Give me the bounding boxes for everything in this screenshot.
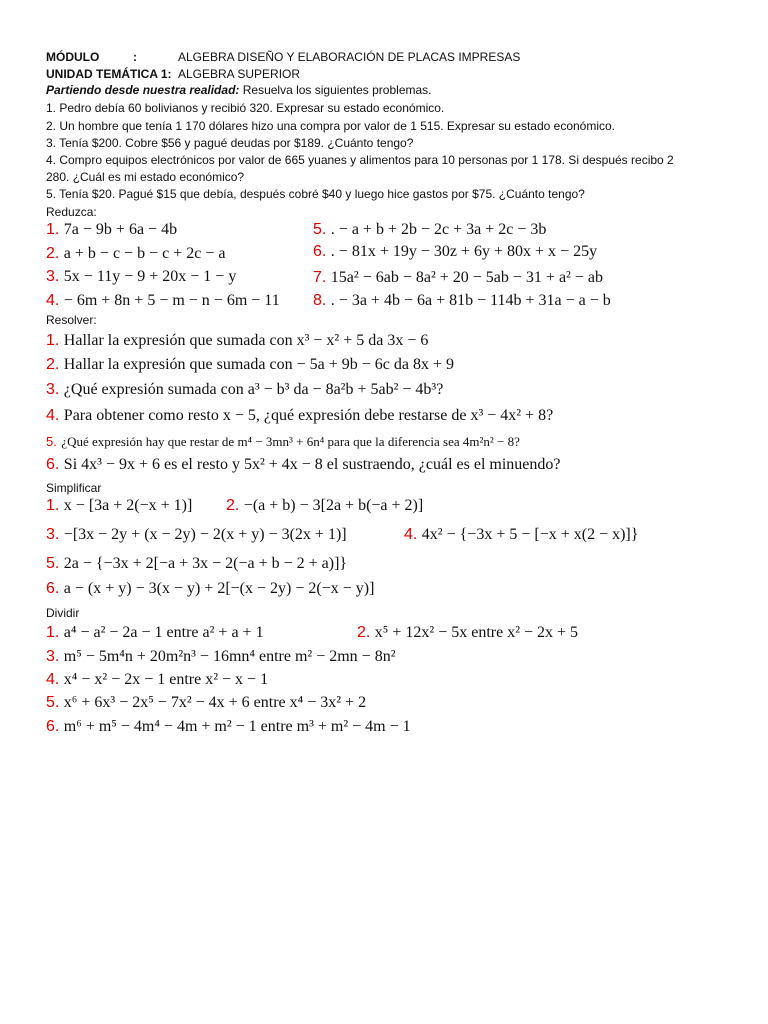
reduce-item [46, 268, 236, 286]
divide-item [46, 624, 264, 642]
reduce-item [46, 292, 280, 310]
reduce-item [46, 221, 177, 239]
math-expression: ¿Qué expresión hay que restar de m⁴ − 3mn³ + 6n⁴ para que la diferencia sea 4m²n² − 8? [61, 434, 520, 449]
math-expression: 5x − 11y − 9 + 20x − 1 − y [63, 268, 237, 285]
reduce-item [46, 245, 225, 263]
resolver-item [46, 407, 553, 425]
divide-item [357, 624, 578, 642]
item-number: 2. [46, 245, 60, 262]
item-number: 6. [46, 718, 60, 735]
item-number: 3. [46, 526, 60, 543]
item-number: 1. [46, 624, 60, 641]
math-expression: x − [3a + 2(−x + 1)] [63, 497, 193, 514]
section-title-resolver: Resolver: [46, 313, 97, 327]
section-title-reduzca: Reduzca: [46, 205, 97, 219]
problem-line: 2. Un hombre que tenía 1 170 dólares hizo una compra por valor de 1 515. Expresar su estado económico. [46, 119, 616, 133]
resolver-item [46, 332, 428, 350]
math-expression: . − a + b + 2b − 2c + 3a + 2c − 3b [330, 221, 547, 238]
intro-bold: Partiendo desde nuestra realidad: [46, 83, 240, 97]
math-expression: Hallar la expresión que sumada con − 5a + 9b − 6c da 8x + 9 [63, 356, 454, 373]
item-number: 4. [404, 526, 418, 543]
math-expression: Para obtener como resto x − 5, ¿qué expresión debe restarse de x³ − 4x² + 8? [63, 407, 554, 424]
math-expression: 2a − {−3x + 2[−a + 3x − 2(−a + b − 2 + a)]} [63, 555, 348, 572]
item-number: 7. [313, 269, 327, 286]
item-number: 5. [46, 555, 60, 572]
item-number: 2. [226, 497, 240, 514]
divide-item [46, 694, 366, 712]
item-number: 6. [313, 243, 327, 260]
modulo-value: ALGEBRA DISEÑO Y ELABORACIÓN DE PLACAS IMPRESAS [178, 50, 521, 64]
item-number: 3. [46, 268, 60, 285]
math-expression: Hallar la expresión que sumada con x³ − x² + 5 da 3x − 6 [63, 332, 429, 349]
resolver-item [46, 433, 520, 451]
problem-line: 280. ¿Cuál es mi estado económico? [46, 170, 245, 184]
problem-line: 3. Tenía $200. Cobre $56 y pagué deudas por $189. ¿Cuánto tengo? [46, 136, 414, 150]
math-expression: a + b − c − b − c + 2c − a [63, 245, 226, 262]
item-number: 6. [46, 456, 60, 473]
intro-rest: Resuelva los siguientes problemas. [239, 83, 432, 97]
math-expression: x⁵ + 12x² − 5x entre x² − 2x + 5 [374, 624, 579, 641]
divide-item [46, 718, 411, 736]
simplify-item [226, 497, 423, 515]
simplify-item [46, 580, 374, 598]
item-number: 8. [313, 292, 327, 309]
item-number: 1. [46, 221, 60, 238]
resolver-item [46, 356, 454, 374]
item-number: 1. [46, 497, 60, 514]
item-number: 5. [46, 694, 60, 711]
item-number: 5. [313, 221, 327, 238]
reduce-item [313, 269, 603, 287]
math-expression: 15a² − 6ab − 8a² + 20 − 5ab − 31 + a² − ab [330, 269, 603, 286]
item-number: 1. [46, 332, 60, 349]
math-expression: . − 3a + 4b − 6a + 81b − 114b + 31a − a − b [330, 292, 611, 309]
item-number: 2. [357, 624, 371, 641]
resolver-item [46, 381, 443, 399]
math-expression: . − 81x + 19y − 30z + 6y + 80x + x − 25y [330, 243, 598, 260]
reduce-item [313, 221, 546, 239]
simplify-item [46, 526, 347, 544]
divide-item [46, 648, 395, 666]
problem-line: 1. Pedro debía 60 bolivianos y recibió 320. Expresar su estado económico. [46, 101, 445, 115]
reduce-item [313, 292, 611, 310]
math-expression: m⁵ − 5m⁴n + 20m²n³ − 16mn⁴ entre m² − 2mn − 8n² [63, 648, 396, 665]
math-expression: a⁴ − a² − 2a − 1 entre a² + a + 1 [63, 624, 264, 641]
item-number: 5. [46, 434, 57, 449]
reduce-item [313, 243, 597, 261]
problem-line: 4. Compro equipos electrónicos por valor de 665 yuanes y alimentos para 10 personas por 1 178. Si después recibo 2 [46, 153, 674, 167]
simplify-item [404, 526, 638, 544]
math-expression: x⁶ + 6x³ − 2x⁵ − 7x² − 4x + 6 entre x⁴ − 3x² + 2 [63, 694, 367, 711]
unidad-value: ALGEBRA SUPERIOR [178, 67, 301, 81]
modulo-colon: : [133, 50, 137, 64]
item-number: 3. [46, 648, 60, 665]
math-expression: 4x² − {−3x + 5 − [−x + x(2 − x)]} [421, 526, 639, 543]
section-title-dividir: Dividir [46, 606, 80, 620]
math-expression: −(a + b) − 3[2a + b(−a + 2)] [243, 497, 424, 514]
math-expression: −[3x − 2y + (x − 2y) − 2(x + y) − 3(2x + 1)] [63, 526, 347, 543]
math-expression: a − (x + y) − 3(x − y) + 2[−(x − 2y) − 2(−x − y)] [63, 580, 375, 597]
math-expression: x⁴ − x² − 2x − 1 entre x² − x − 1 [63, 671, 269, 688]
item-number: 4. [46, 407, 60, 424]
math-expression: 7a − 9b + 6a − 4b [63, 221, 178, 238]
math-expression: ¿Qué expresión sumada con a³ − b³ da − 8a²b + 5ab² − 4b³? [63, 381, 444, 398]
problem-line: 5. Tenía $20. Pagué $15 que debía, después cobré $40 y luego hice gastos por $75. ¿Cuánto tengo? [46, 187, 585, 201]
simplify-item [46, 555, 347, 573]
unidad-label: UNIDAD TEMÁTICA 1: [46, 67, 172, 81]
section-title-simplificar: Simplificar [46, 481, 102, 495]
item-number: 4. [46, 292, 60, 309]
modulo-label: MÓDULO [46, 50, 100, 64]
math-expression: m⁶ + m⁵ − 4m⁴ − 4m + m² − 1 entre m³ + m² − 4m − 1 [63, 718, 411, 735]
item-number: 3. [46, 381, 60, 398]
math-expression: Si 4x³ − 9x + 6 es el resto y 5x² + 4x − 8 el sustraendo, ¿cuál es el minuendo? [63, 456, 561, 473]
divide-item [46, 671, 268, 689]
math-expression: − 6m + 8n + 5 − m − n − 6m − 11 [63, 292, 280, 309]
intro-line [46, 83, 432, 97]
simplify-item [46, 497, 192, 515]
item-number: 2. [46, 356, 60, 373]
item-number: 4. [46, 671, 60, 688]
item-number: 6. [46, 580, 60, 597]
resolver-item [46, 456, 561, 474]
